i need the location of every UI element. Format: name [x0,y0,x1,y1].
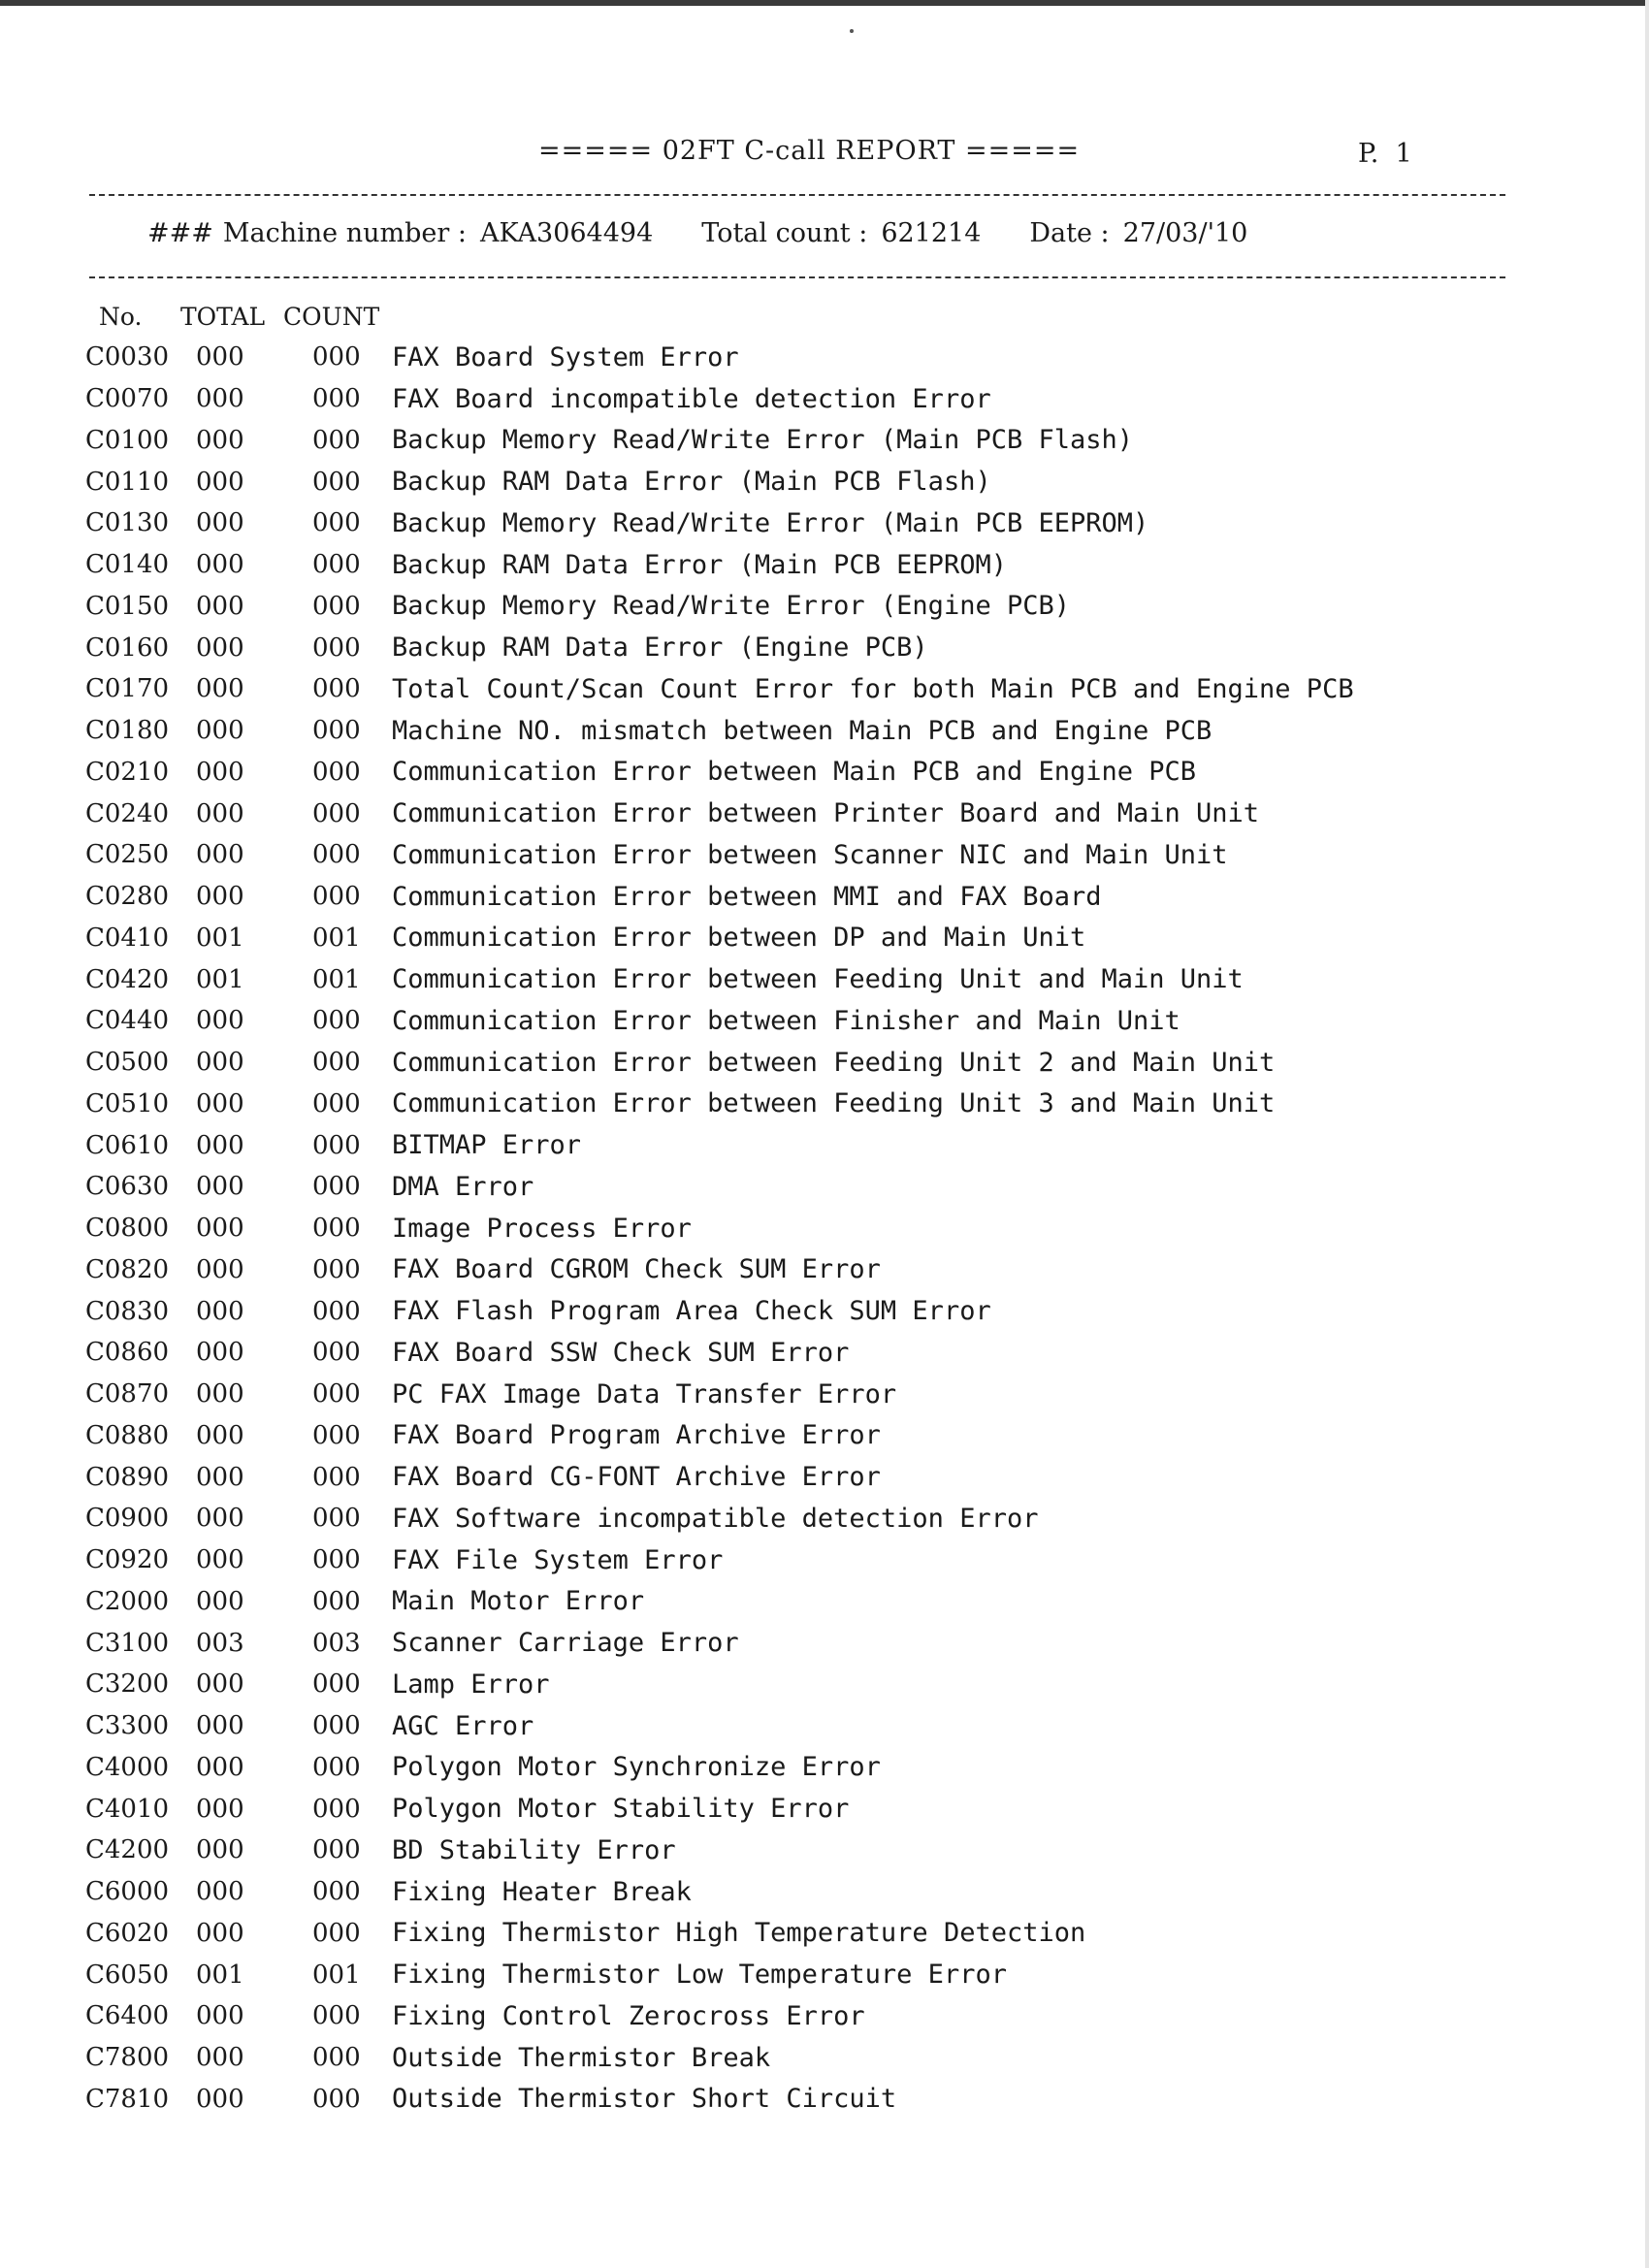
table-row [78,1000,1513,1042]
error-description: Backup RAM Data Error (Main PCB EEPROM) [392,549,1007,580]
error-code: C0180 [85,716,170,746]
table-row [78,2079,1513,2121]
total-value: 000 [196,342,244,373]
scan-right-edge [1645,0,1649,2268]
error-description: Machine NO. mismatch between Main PCB and Engine PCB [392,715,1212,746]
error-description: Communication Error between Finisher and Main Unit [392,1005,1180,1036]
error-code: C6020 [85,1918,170,1948]
error-code: C0630 [85,1172,170,1202]
count-value: 000 [312,840,361,870]
table-row [78,1415,1513,1457]
error-description: Total Count/Scan Count Error for both Main PCB and Engine PCB [392,673,1354,704]
table-row [78,1664,1513,1705]
count-value: 000 [312,1545,361,1575]
error-code: C0150 [85,591,170,621]
error-description: Polygon Motor Stability Error [392,1794,850,1825]
error-code: C0830 [85,1296,170,1326]
total-value: 003 [196,1628,244,1658]
column-header-total: TOTAL [180,302,266,331]
table-row [78,710,1513,752]
error-description: Communication Error between Feeding Unit 3 and Main Unit [392,1088,1276,1119]
count-value: 000 [312,2001,361,2031]
table-row [78,1788,1513,1830]
error-description: FAX Software incompatible detection Error [392,1503,1039,1534]
total-value: 000 [196,1214,244,1244]
table-row [78,1166,1513,1208]
machine-info-line [147,218,1296,248]
table-row [78,876,1513,918]
count-value: 000 [312,1711,361,1741]
total-value: 000 [196,1545,244,1575]
error-code: C2000 [85,1586,170,1616]
count-value: 000 [312,716,361,746]
error-description: DMA Error [392,1171,534,1202]
error-description: Communication Error between Scanner NIC and Main Unit [392,839,1228,870]
total-value: 000 [196,2001,244,2031]
error-description: Fixing Heater Break [392,1876,692,1907]
table-row [78,918,1513,959]
count-value: 000 [312,757,361,787]
column-header-no: No. [99,302,143,331]
error-code: C0170 [85,674,170,704]
count-value: 003 [312,1628,361,1658]
table-row [78,1830,1513,1871]
count-value: 000 [312,2043,361,2073]
total-value: 000 [196,1711,244,1741]
table-row [78,1290,1513,1332]
total-value: 000 [196,550,244,580]
error-description: FAX File System Error [392,1544,724,1575]
table-row [78,1871,1513,1913]
count-value: 000 [312,1669,361,1700]
error-code: C6050 [85,1960,170,1990]
page-number: P. 1 [1358,139,1412,169]
table-row [78,1249,1513,1291]
error-code: C0030 [85,342,170,373]
dashed-divider-top [89,194,1505,196]
error-description: Main Motor Error [392,1586,645,1617]
error-description: Communication Error between DP and Main Unit [392,923,1086,954]
count-value: 000 [312,1214,361,1244]
table-row [78,1747,1513,1789]
error-description: Image Process Error [392,1213,692,1244]
error-code: C3300 [85,1711,170,1741]
error-description: FAX Board System Error [392,341,739,373]
date-value: 27/03/'10 [1122,218,1248,248]
count-value: 001 [312,1960,361,1990]
error-description: Polygon Motor Synchronize Error [392,1752,881,1783]
table-body [78,337,1513,2120]
table-row [78,958,1513,1000]
error-description: PC FAX Image Data Transfer Error [392,1378,897,1409]
table-row [78,378,1513,420]
error-code: C0870 [85,1379,170,1409]
error-code: C0240 [85,798,170,828]
table-row [78,337,1513,378]
total-value: 000 [196,1379,244,1409]
count-value: 000 [312,1254,361,1284]
error-code: C0820 [85,1254,170,1284]
total-value: 000 [196,2084,244,2114]
error-description: Backup Memory Read/Write Error (Main PCB Flash) [392,425,1134,456]
count-value: 000 [312,425,361,455]
error-code: C6400 [85,2001,170,2031]
total-value: 000 [196,1088,244,1118]
scan-speck [850,29,854,33]
error-description: Fixing Thermistor High Temperature Detection [392,1918,1086,1949]
total-value: 000 [196,1462,244,1492]
error-description: FAX Board CGROM Check SUM Error [392,1254,881,1285]
error-code: C0110 [85,467,170,497]
error-description: Backup RAM Data Error (Engine PCB) [392,632,928,664]
count-value: 000 [312,1835,361,1865]
table-row [78,420,1513,462]
error-description: FAX Flash Program Area Check SUM Error [392,1296,991,1327]
table-row [78,544,1513,586]
total-count-value: 621214 [881,218,982,248]
count-value: 000 [312,1130,361,1160]
total-value: 000 [196,508,244,538]
count-value: 000 [312,1752,361,1782]
column-header-count: COUNT [283,302,380,331]
error-code: C0210 [85,757,170,787]
count-value: 000 [312,467,361,497]
error-code: C0410 [85,923,170,953]
total-value: 000 [196,1669,244,1700]
error-description: FAX Board SSW Check SUM Error [392,1337,850,1368]
error-code: C0510 [85,1088,170,1118]
error-code: C0880 [85,1420,170,1450]
error-code: C4000 [85,1752,170,1782]
error-code: C4010 [85,1794,170,1824]
error-code: C0160 [85,632,170,663]
count-value: 000 [312,1172,361,1202]
total-value: 000 [196,2043,244,2073]
total-value: 000 [196,384,244,414]
total-value: 000 [196,1794,244,1824]
total-value: 000 [196,1006,244,1036]
table-row [78,1332,1513,1374]
total-value: 000 [196,1172,244,1202]
table-row [78,461,1513,502]
table-row [78,1622,1513,1664]
error-description: Communication Error between Feeding Unit and Main Unit [392,964,1244,995]
table-row [78,1208,1513,1249]
total-value: 000 [196,1504,244,1534]
error-description: Outside Thermistor Break [392,2042,771,2073]
count-value: 000 [312,1420,361,1450]
count-value: 000 [312,508,361,538]
count-value: 000 [312,1586,361,1616]
count-value: 000 [312,882,361,912]
count-value: 000 [312,1296,361,1326]
error-description: AGC Error [392,1710,534,1741]
table-row [78,502,1513,544]
total-value: 001 [196,1960,244,1990]
machine-number-value: AKA3064494 [479,218,654,248]
error-code: C4200 [85,1835,170,1865]
date-label: Date : [1029,218,1110,248]
error-description: Lamp Error [392,1669,550,1700]
error-code: C0140 [85,550,170,580]
error-description: Fixing Thermistor Low Temperature Error [392,1960,1007,1991]
count-value: 000 [312,342,361,373]
total-value: 000 [196,1254,244,1284]
error-description: Backup RAM Data Error (Main PCB Flash) [392,467,991,498]
table-row [78,752,1513,794]
count-value: 000 [312,1918,361,1948]
total-value: 000 [196,840,244,870]
total-value: 000 [196,674,244,704]
count-value: 000 [312,1048,361,1078]
table-row [78,1374,1513,1415]
error-code: C0420 [85,964,170,994]
total-value: 000 [196,798,244,828]
count-value: 000 [312,1379,361,1409]
error-code: C0610 [85,1130,170,1160]
total-value: 000 [196,1130,244,1160]
error-description: FAX Board incompatible detection Error [392,383,991,414]
error-code: C0860 [85,1338,170,1368]
error-code: C0280 [85,882,170,912]
total-value: 001 [196,923,244,953]
error-code: C0440 [85,1006,170,1036]
machine-number-label: Machine number : [222,218,467,248]
total-value: 000 [196,1048,244,1078]
count-value: 001 [312,923,361,953]
error-code: C3200 [85,1669,170,1700]
table-row [78,793,1513,834]
total-value: 000 [196,591,244,621]
table-row [78,586,1513,628]
total-value: 000 [196,882,244,912]
count-value: 000 [312,1006,361,1036]
count-value: 000 [312,1088,361,1118]
table-row [78,1084,1513,1125]
table-row [78,627,1513,668]
count-value: 000 [312,1794,361,1824]
error-description: Backup Memory Read/Write Error (Main PCB EEPROM) [392,507,1149,538]
total-value: 000 [196,632,244,663]
error-description: BD Stability Error [392,1834,676,1865]
scan-top-edge [0,0,1649,6]
total-value: 000 [196,1586,244,1616]
count-value: 000 [312,550,361,580]
table-row [78,1498,1513,1539]
total-value: 000 [196,425,244,455]
error-code: C7810 [85,2084,170,2114]
error-code: C0250 [85,840,170,870]
error-description: Fixing Control Zerocross Error [392,2000,865,2031]
count-value: 000 [312,1462,361,1492]
table-row [78,668,1513,710]
total-value: 001 [196,964,244,994]
error-table [78,296,1513,2120]
count-value: 000 [312,591,361,621]
table-row [78,1913,1513,1955]
error-code: C7800 [85,2043,170,2073]
table-row [78,1995,1513,2037]
error-code: C3100 [85,1628,170,1658]
error-code: C0890 [85,1462,170,1492]
count-value: 000 [312,1877,361,1907]
count-value: 000 [312,798,361,828]
table-row [78,1581,1513,1623]
error-description: Communication Error between Main PCB and Engine PCB [392,757,1197,788]
table-row [78,1954,1513,1995]
count-value: 001 [312,964,361,994]
error-code: C0070 [85,384,170,414]
count-value: 000 [312,384,361,414]
total-value: 000 [196,467,244,497]
error-code: C0900 [85,1504,170,1534]
error-code: C6000 [85,1877,170,1907]
error-description: BITMAP Error [392,1130,582,1161]
error-description: Communication Error between Printer Board and Main Unit [392,798,1260,829]
error-code: C0920 [85,1545,170,1575]
total-count-label: Total count : [701,218,868,248]
error-description: FAX Board CG-FONT Archive Error [392,1462,881,1493]
total-value: 000 [196,716,244,746]
total-value: 000 [196,757,244,787]
count-value: 000 [312,1504,361,1534]
total-value: 000 [196,1420,244,1450]
table-row [78,834,1513,876]
error-description: Scanner Carriage Error [392,1628,739,1659]
count-value: 000 [312,674,361,704]
report-title: ===== 02FT C-call REPORT ===== [538,136,1081,166]
count-value: 000 [312,632,361,663]
total-value: 000 [196,1338,244,1368]
table-row [78,1705,1513,1747]
table-row [78,1042,1513,1084]
error-description: Communication Error between MMI and FAX Board [392,881,1102,912]
error-code: C0800 [85,1214,170,1244]
total-value: 000 [196,1296,244,1326]
table-row [78,1456,1513,1498]
table-header [78,296,1513,337]
count-value: 000 [312,1338,361,1368]
table-row [78,1539,1513,1581]
total-value: 000 [196,1877,244,1907]
dashed-divider-bottom [89,276,1505,278]
meta-prefix: ### [147,218,213,248]
error-description: Outside Thermistor Short Circuit [392,2084,897,2115]
total-value: 000 [196,1752,244,1782]
count-value: 000 [312,2084,361,2114]
table-row [78,2037,1513,2079]
total-value: 000 [196,1835,244,1865]
table-row [78,1124,1513,1166]
error-description: Backup Memory Read/Write Error (Engine PCB) [392,591,1070,622]
error-code: C0100 [85,425,170,455]
error-code: C0130 [85,508,170,538]
error-description: FAX Board Program Archive Error [392,1420,881,1451]
error-description: Communication Error between Feeding Unit 2 and Main Unit [392,1047,1276,1078]
error-code: C0500 [85,1048,170,1078]
total-value: 000 [196,1918,244,1948]
